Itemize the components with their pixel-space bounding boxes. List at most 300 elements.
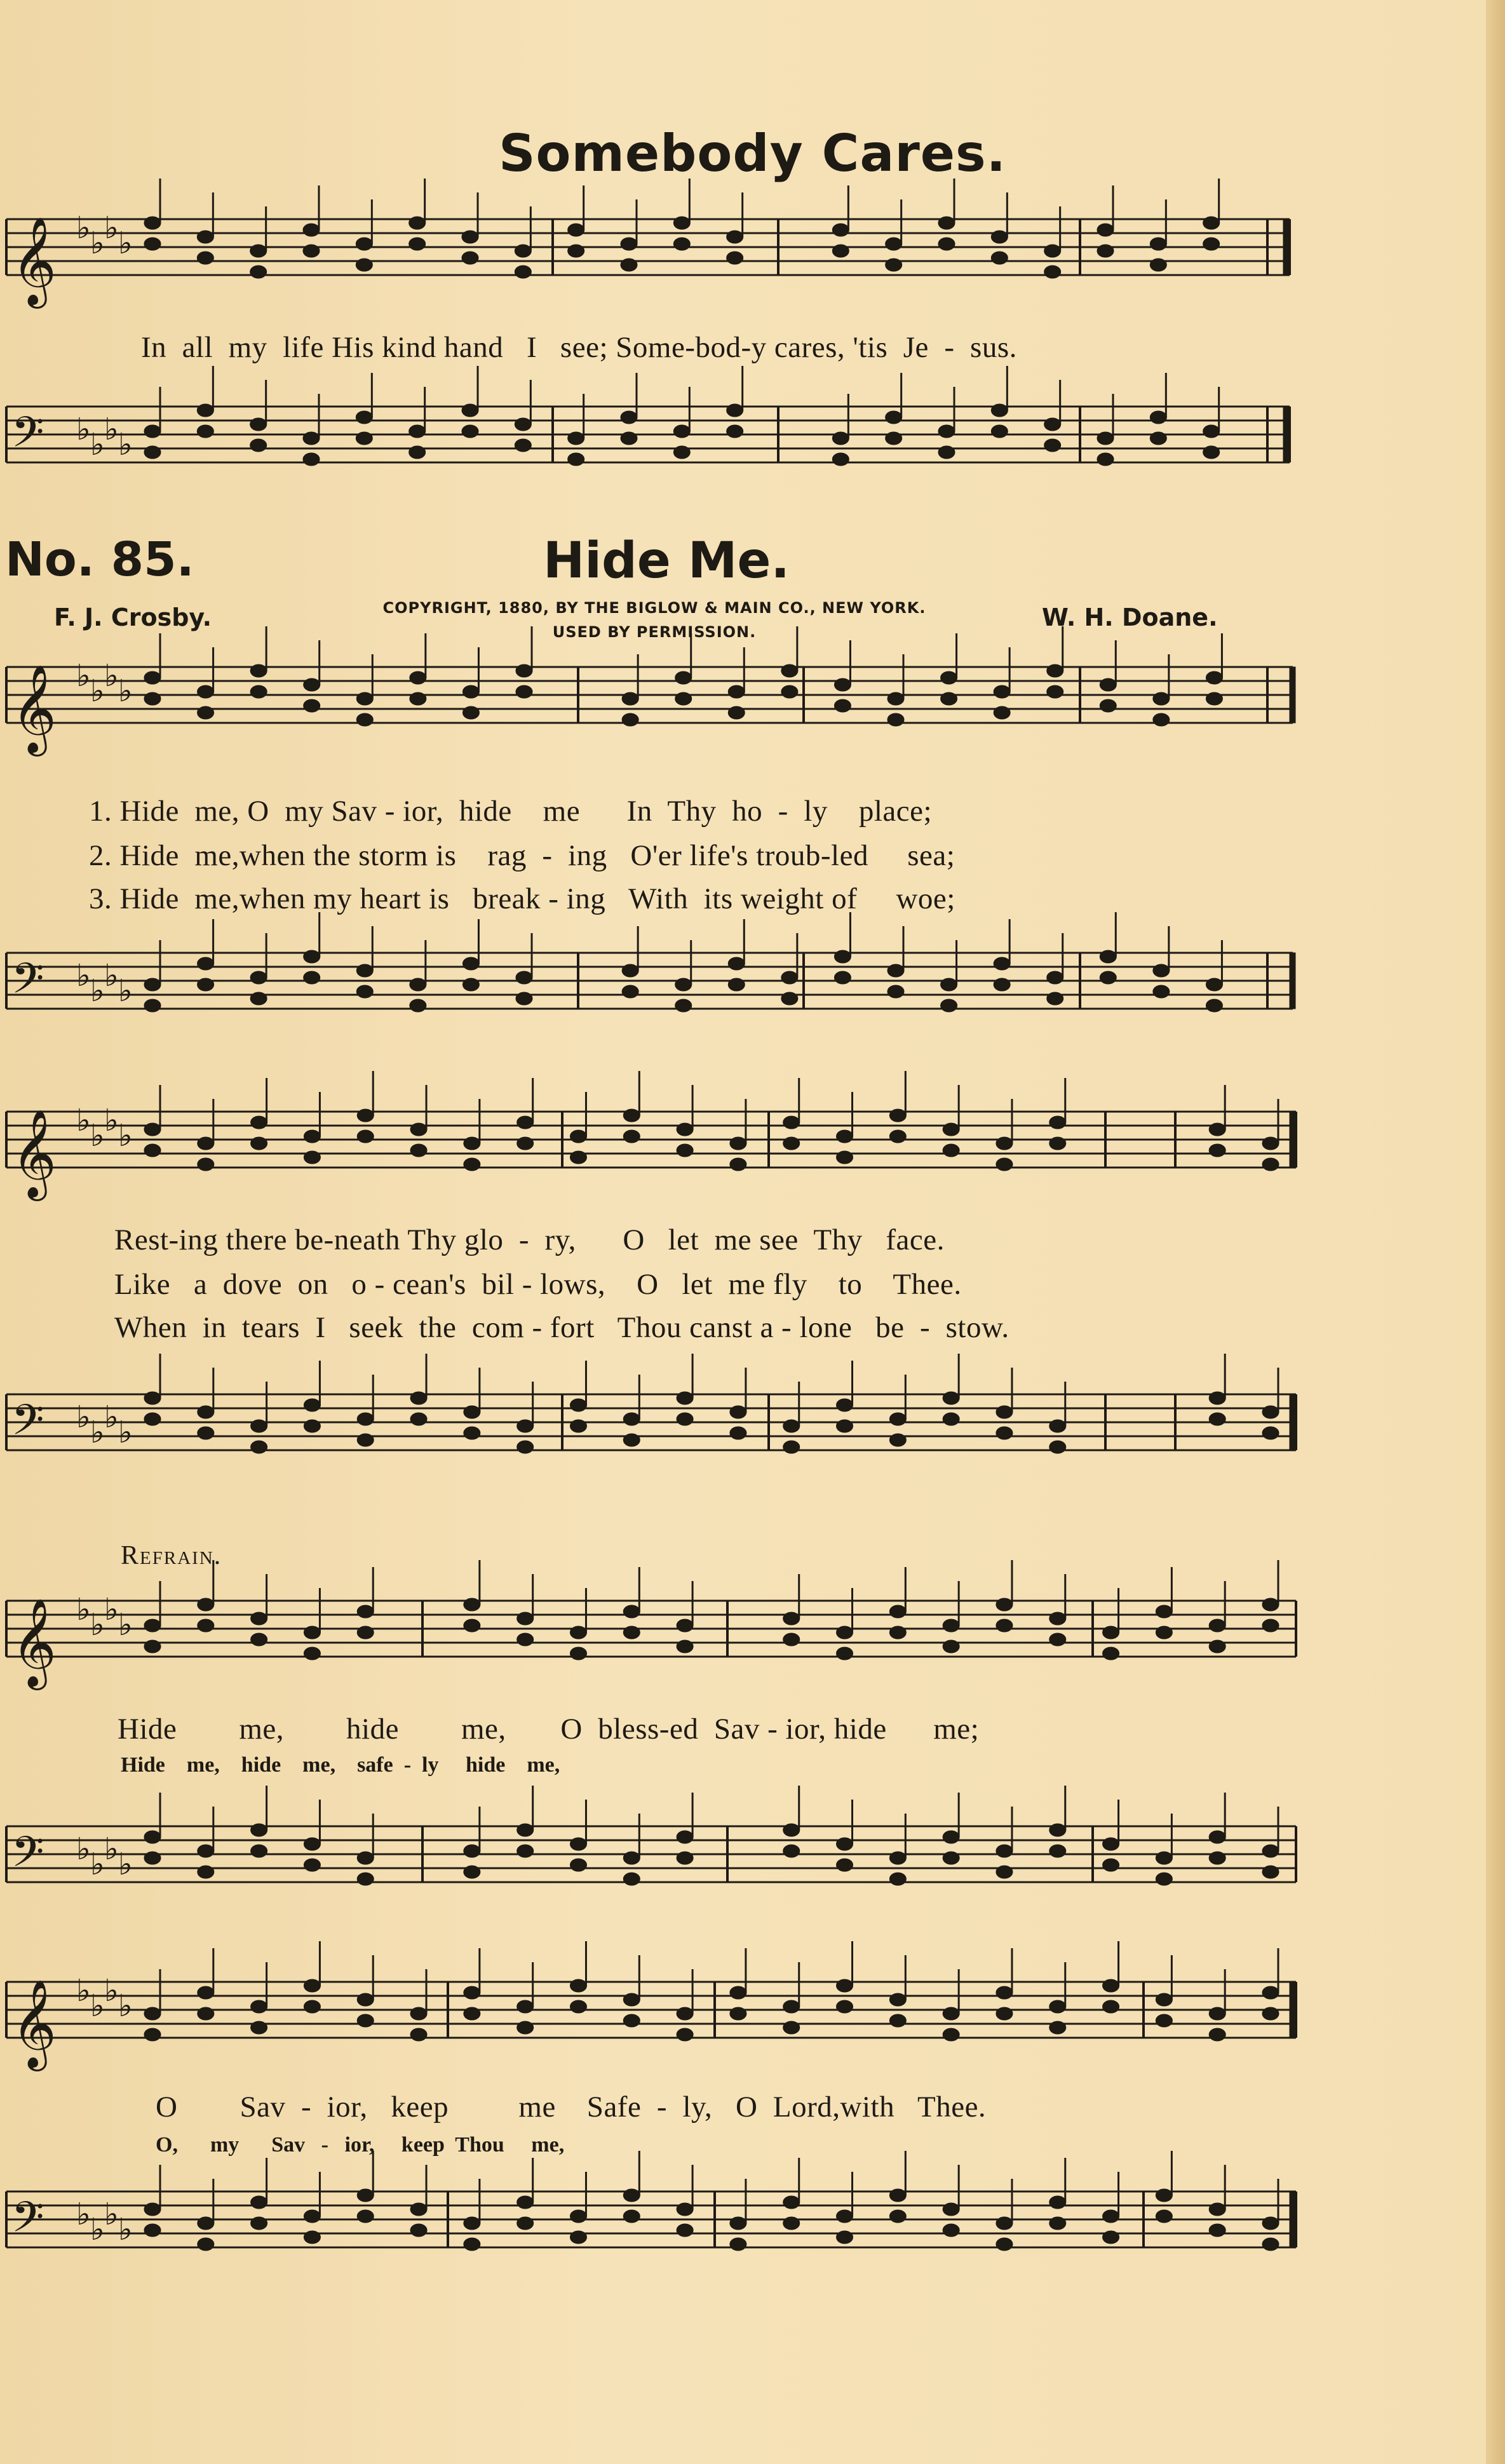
note-head: [357, 1626, 374, 1639]
note-head: [832, 224, 849, 236]
note-head: [677, 1640, 693, 1653]
note-head: [996, 1158, 1013, 1171]
note-head: [303, 245, 320, 257]
note-head: [943, 1831, 959, 1843]
copyright-line: COPYRIGHT, 1880, BY THE BIGLOW & MAIN CO., NEW YORK.: [382, 599, 926, 617]
note-head: [943, 1640, 959, 1653]
flat-icon: ♭: [118, 1848, 133, 1882]
note-head: [251, 1420, 267, 1432]
note-head: [1206, 999, 1222, 1012]
refrain-label: Refrain.: [121, 1541, 222, 1570]
note-head: [730, 1427, 746, 1439]
note-head: [464, 1137, 480, 1150]
note-head: [464, 1158, 480, 1171]
note-head: [783, 1116, 800, 1129]
flat-icon: ♭: [104, 1974, 119, 2008]
note-head: [1103, 2231, 1119, 2244]
note-head: [462, 957, 479, 970]
note-head: [304, 678, 320, 691]
note-head: [1262, 2217, 1279, 2230]
final-bar-line: [1290, 1112, 1295, 1168]
note-head: [889, 1109, 906, 1122]
verse-3-line-1: 3. Hide me,when my heart is break - ing With its weight of woe;: [89, 882, 955, 915]
note-head: [1047, 685, 1063, 698]
note-head: [1044, 418, 1061, 431]
note-head: [938, 425, 955, 438]
note-head: [728, 706, 745, 719]
note-head: [1209, 2203, 1225, 2216]
note-head: [943, 1413, 959, 1425]
note-head: [886, 411, 902, 424]
note-head: [728, 957, 745, 970]
note-head: [144, 1640, 161, 1653]
note-head: [621, 238, 637, 250]
note-head: [144, 446, 161, 459]
bass-clef-icon: 𝄢: [11, 408, 44, 467]
note-head: [251, 1137, 267, 1150]
note-head: [464, 1598, 480, 1611]
note-head: [677, 1392, 693, 1404]
flat-icon: ♭: [118, 1416, 133, 1450]
final-bar-line: [1290, 1982, 1295, 2038]
flat-icon: ♭: [76, 1974, 91, 2008]
note-head: [622, 964, 638, 977]
note-head: [1047, 992, 1063, 1005]
note-head: [1103, 1647, 1119, 1660]
note-head: [837, 2000, 853, 2013]
refrain-line-1-bass: Hide me, hide me, safe - ly hide me,: [121, 1753, 560, 1777]
note-head: [1103, 1859, 1119, 1871]
hymn-title: Hide Me.: [543, 532, 790, 589]
note-head: [1209, 2028, 1225, 2041]
note-head: [1209, 2224, 1225, 2237]
note-head: [516, 971, 532, 984]
note-head: [727, 252, 743, 264]
note-head: [994, 978, 1010, 991]
flat-icon: ♭: [76, 413, 91, 447]
note-head: [198, 978, 214, 991]
note-head: [304, 2000, 320, 2013]
note-head: [783, 1845, 800, 1857]
note-head: [251, 2217, 267, 2230]
note-head: [783, 1137, 800, 1150]
flat-icon: ♭: [118, 1989, 133, 2023]
note-head: [517, 2021, 534, 2034]
note-head: [517, 2217, 534, 2230]
note-head: [887, 692, 904, 705]
note-head: [251, 1845, 267, 1857]
note-head: [1262, 1137, 1279, 1150]
note-head: [197, 231, 213, 243]
note-head: [410, 2224, 427, 2237]
note-head: [144, 1413, 161, 1425]
final-bar-line: [1290, 953, 1295, 1009]
note-head: [517, 1420, 534, 1432]
note-head: [357, 2189, 374, 2202]
note-head: [886, 259, 902, 271]
note-head: [304, 1420, 320, 1432]
note-head: [198, 1866, 214, 1878]
note-head: [991, 404, 1008, 417]
note-head: [250, 992, 267, 1005]
note-head: [304, 1399, 320, 1411]
note-head: [1049, 1845, 1066, 1857]
note-head: [144, 1619, 161, 1632]
note-head: [462, 404, 478, 417]
note-head: [889, 1130, 906, 1143]
note-head: [994, 706, 1010, 719]
flat-icon: ♭: [76, 659, 91, 693]
note-head: [783, 2021, 800, 2034]
note-head: [1262, 1986, 1279, 1999]
note-head: [304, 1979, 320, 1992]
note-head: [889, 1626, 906, 1639]
flat-icon: ♭: [76, 959, 91, 993]
note-head: [1262, 1619, 1279, 1632]
note-head: [832, 245, 849, 257]
note-head: [621, 411, 637, 424]
note-head: [727, 404, 743, 417]
note-head: [410, 1144, 427, 1157]
note-head: [568, 432, 584, 445]
note-head: [1044, 439, 1061, 452]
copyright-notice: [324, 596, 985, 644]
flat-icon: ♭: [118, 1119, 133, 1153]
verse-3-line-2: When in tears I seek the com - fort Thou canst a - lone be - stow.: [114, 1311, 1009, 1344]
note-head: [251, 2196, 267, 2209]
note-head: [943, 2028, 959, 2041]
note-head: [357, 1413, 374, 1425]
note-head: [198, 706, 214, 719]
note-head: [144, 2028, 161, 2041]
note-head: [304, 1838, 320, 1850]
note-head: [1049, 2021, 1066, 2034]
refrain-line-2: O Sav - ior, keep me Safe - ly, O Lord,with Thee.: [156, 2090, 987, 2124]
note-head: [677, 1852, 693, 1864]
note-head: [1100, 950, 1116, 963]
note-head: [1150, 259, 1166, 271]
flat-icon: ♭: [76, 1104, 91, 1138]
note-head: [938, 217, 955, 229]
note-head: [250, 439, 267, 452]
note-head: [198, 685, 214, 698]
note-head: [1156, 1993, 1172, 2006]
flat-icon: ♭: [118, 2213, 133, 2247]
note-head: [1150, 432, 1166, 445]
note-head: [357, 1873, 374, 1885]
note-head: [1049, 1137, 1066, 1150]
note-head: [517, 1633, 534, 1646]
note-head: [464, 1427, 480, 1439]
note-head: [623, 1130, 640, 1143]
note-head: [568, 224, 584, 236]
note-head: [996, 1986, 1013, 1999]
note-head: [250, 664, 267, 677]
note-head: [357, 1130, 374, 1143]
note-head: [1209, 1413, 1225, 1425]
note-head: [677, 1123, 693, 1136]
note-head: [887, 964, 904, 977]
note-head: [304, 1130, 320, 1143]
note-head: [837, 1399, 853, 1411]
flat-icon: ♭: [118, 428, 133, 462]
note-head: [677, 2028, 693, 2041]
note-head: [941, 671, 957, 684]
note-head: [1049, 1633, 1066, 1646]
note-head: [730, 1137, 746, 1150]
note-head: [834, 678, 851, 691]
note-head: [623, 1109, 640, 1122]
note-head: [570, 2000, 586, 2013]
flat-icon: ♭: [90, 1416, 105, 1450]
note-head: [1044, 245, 1061, 257]
note-head: [623, 1413, 640, 1425]
note-head: [1049, 1420, 1066, 1432]
note-head: [357, 1993, 374, 2006]
note-head: [1262, 1406, 1279, 1418]
note-head: [198, 2007, 214, 2020]
note-head: [1049, 1612, 1066, 1625]
note-head: [251, 2021, 267, 2034]
note-head: [304, 2231, 320, 2244]
note-head: [677, 1413, 693, 1425]
note-head: [994, 685, 1010, 698]
note-head: [781, 685, 798, 698]
note-head: [250, 685, 267, 698]
note-head: [303, 432, 320, 445]
note-head: [1262, 1866, 1279, 1878]
note-head: [517, 1137, 534, 1150]
note-head: [198, 1137, 214, 1150]
note-head: [515, 418, 531, 431]
note-head: [570, 1979, 586, 1992]
note-head: [889, 1852, 906, 1864]
note-head: [568, 453, 584, 466]
note-head: [304, 699, 320, 712]
note-head: [357, 1605, 374, 1618]
note-head: [144, 671, 161, 684]
note-head: [198, 957, 214, 970]
permission-line: USED BY PERMISSION.: [552, 623, 757, 641]
note-head: [943, 2203, 959, 2216]
note-head: [515, 245, 531, 257]
note-head: [570, 1151, 586, 1164]
note-head: [623, 1852, 640, 1864]
note-head: [886, 238, 902, 250]
previous-hymn-lyric: In all my life His kind hand I see; Some-bod-y cares, 'tis Je - sus.: [141, 331, 1017, 364]
note-head: [570, 2210, 586, 2223]
note-head: [941, 692, 957, 705]
treble-clef-icon: 𝄞: [11, 1109, 57, 1197]
previous-hymn-title: Somebody Cares.: [498, 124, 1007, 183]
note-head: [1262, 1158, 1279, 1171]
flat-icon: ♭: [118, 675, 133, 708]
note-head: [1153, 692, 1170, 705]
note-head: [730, 1158, 746, 1171]
note-head: [304, 2210, 320, 2223]
note-head: [464, 1986, 480, 1999]
note-head: [198, 1845, 214, 1857]
bass-clef-icon: 𝄢: [11, 954, 44, 1013]
treble-clef-icon: 𝄞: [11, 664, 57, 753]
final-bar-line: [1290, 1394, 1295, 1450]
treble-clef-icon: 𝄞: [11, 217, 57, 305]
note-head: [837, 1859, 853, 1871]
note-head: [198, 2217, 214, 2230]
note-head: [516, 664, 532, 677]
note-head: [996, 2007, 1013, 2020]
note-head: [410, 978, 426, 991]
note-head: [462, 231, 478, 243]
note-head: [1049, 2196, 1066, 2209]
refrain-line-2-bass: O, my Sav - ior, keep Thou me,: [156, 2133, 565, 2157]
bass-clef-icon: 𝄢: [11, 2193, 44, 2252]
note-head: [996, 1845, 1013, 1857]
note-head: [409, 425, 426, 438]
note-head: [356, 432, 372, 445]
note-head: [991, 425, 1008, 438]
note-head: [570, 2231, 586, 2244]
note-head: [357, 2210, 374, 2223]
note-head: [144, 425, 161, 438]
note-head: [730, 1406, 746, 1418]
note-head: [250, 971, 267, 984]
note-head: [943, 1123, 959, 1136]
note-head: [356, 259, 372, 271]
note-head: [410, 2028, 427, 2041]
note-head: [357, 1852, 374, 1864]
note-head: [1209, 1831, 1225, 1843]
note-head: [675, 692, 692, 705]
note-head: [1209, 1852, 1225, 1864]
note-head: [991, 231, 1008, 243]
flat-icon: ♭: [76, 1833, 91, 1866]
note-head: [677, 2224, 693, 2237]
verse-1-line-2: Rest-ing there be-neath Thy glo - ry, O let me see Thy face.: [114, 1223, 945, 1256]
note-head: [1156, 1852, 1172, 1864]
note-head: [251, 1116, 267, 1129]
note-head: [1097, 453, 1114, 466]
note-head: [938, 238, 955, 250]
composer-credit: W. H. Doane.: [1042, 603, 1218, 631]
note-head: [996, 1137, 1013, 1150]
note-head: [889, 1605, 906, 1618]
note-head: [198, 1986, 214, 1999]
note-head: [1049, 1116, 1066, 1129]
note-head: [889, 1993, 906, 2006]
refrain-line-1: Hide me, hide me, O bless-ed Sav - ior, hide me;: [118, 1713, 980, 1746]
flat-icon: ♭: [90, 1848, 105, 1882]
flat-icon: ♭: [104, 212, 119, 245]
flat-icon: ♭: [104, 1593, 119, 1627]
note-head: [1097, 432, 1114, 445]
note-head: [1103, 2000, 1119, 2013]
note-head: [517, 1845, 534, 1857]
bass-clef-icon: 𝄢: [11, 1828, 44, 1887]
note-head: [144, 1852, 161, 1864]
note-head: [1100, 971, 1116, 984]
note-head: [889, 2189, 906, 2202]
flat-icon: ♭: [90, 675, 105, 708]
note-head: [197, 425, 213, 438]
note-head: [730, 2007, 746, 2020]
final-bar-line: [1283, 407, 1289, 462]
note-head: [1100, 699, 1116, 712]
note-head: [144, 999, 161, 1012]
note-head: [409, 446, 426, 459]
note-head: [728, 685, 745, 698]
note-head: [1209, 1144, 1225, 1157]
flat-icon: ♭: [90, 974, 105, 1008]
flat-icon: ♭: [90, 1608, 105, 1642]
note-head: [837, 2231, 853, 2244]
note-head: [938, 446, 955, 459]
verse-2-line-1: 2. Hide me,when the storm is rag - ing O'er life's troub-led sea;: [89, 839, 955, 872]
note-head: [730, 2238, 746, 2251]
bass-clef-icon: 𝄢: [11, 1396, 44, 1455]
note-head: [144, 217, 161, 229]
note-head: [677, 1831, 693, 1843]
note-head: [727, 231, 743, 243]
note-head: [832, 453, 849, 466]
note-head: [570, 1838, 586, 1850]
flat-icon: ♭: [104, 659, 119, 693]
note-head: [1262, 1845, 1279, 1857]
note-head: [673, 217, 690, 229]
note-head: [623, 2014, 640, 2027]
note-head: [837, 1420, 853, 1432]
note-head: [1203, 217, 1220, 229]
note-head: [198, 1158, 214, 1171]
note-head: [621, 432, 637, 445]
note-head: [144, 2203, 161, 2216]
note-head: [623, 1434, 640, 1446]
note-head: [837, 2210, 853, 2223]
note-head: [673, 238, 690, 250]
hymn-number: No. 85.: [5, 532, 194, 587]
note-head: [464, 2217, 480, 2230]
note-head: [832, 432, 849, 445]
note-head: [1156, 2210, 1172, 2223]
note-head: [1049, 1824, 1066, 1836]
flat-icon: ♭: [104, 959, 119, 993]
note-head: [517, 1441, 534, 1453]
flat-icon: ♭: [76, 2198, 91, 2232]
note-head: [1203, 238, 1220, 250]
note-head: [783, 1612, 800, 1625]
note-head: [783, 2196, 800, 2209]
flat-icon: ♭: [118, 974, 133, 1008]
note-head: [677, 1144, 693, 1157]
note-head: [570, 1859, 586, 1871]
note-head: [1097, 224, 1114, 236]
flat-icon: ♭: [90, 428, 105, 462]
note-head: [730, 1986, 746, 1999]
flat-icon: ♭: [104, 1401, 119, 1434]
flat-icon: ♭: [76, 1401, 91, 1434]
note-head: [1209, 2007, 1225, 2020]
note-head: [783, 1633, 800, 1646]
note-head: [517, 1612, 534, 1625]
note-head: [1156, 1626, 1172, 1639]
note-head: [837, 1838, 853, 1850]
note-head: [515, 266, 531, 278]
note-head: [889, 2210, 906, 2223]
note-head: [889, 1413, 906, 1425]
note-head: [464, 1619, 480, 1632]
note-head: [304, 1859, 320, 1871]
note-head: [677, 1619, 693, 1632]
